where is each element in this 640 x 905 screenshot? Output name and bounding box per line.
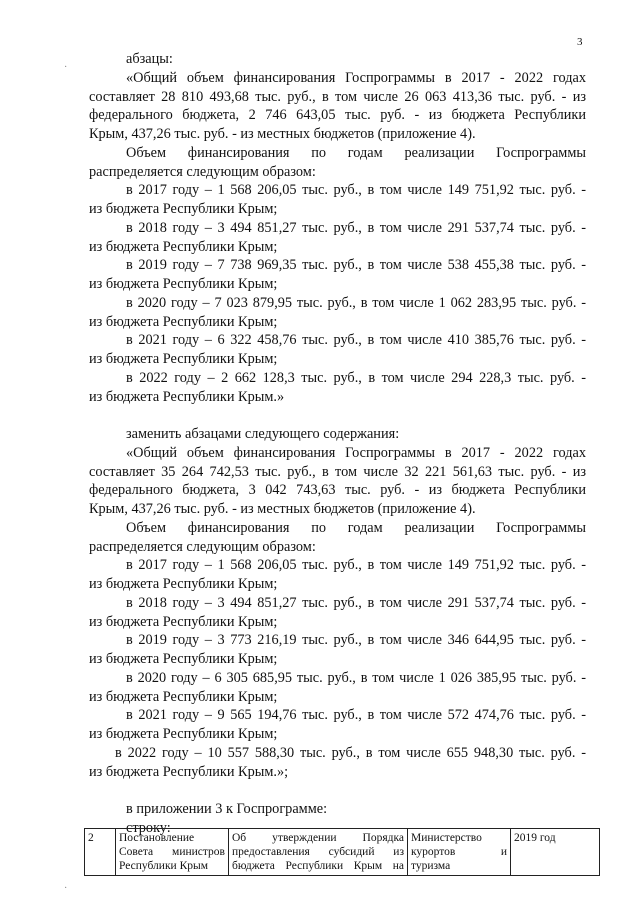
new-year-cont: из бюджета Республики Крым; [89,688,278,705]
new-year-line: в 2020 году – 6 305 685,95 тыс. руб., в том числе 1 026 385,95 тыс. руб. - [126,669,586,686]
scan-mark: · [64,883,68,894]
old-year-cont: из бюджета Республики Крым; [89,201,278,217]
cell-executor: Министерство курортов и туризма [408,829,511,876]
old-para1-line: составляет 28 810 493,68 тыс. руб., в том числе 26 063 413,36 тыс. руб. - из [89,88,586,105]
new-year-line: в 2017 году – 1 568 206,05 тыс. руб., в том числе 149 751,92 тыс. руб. - [126,557,586,574]
cell-document: Постановление Совета министров Республики Крым [116,829,229,876]
new-para2-line: Объем финансирования по годам реализации Госпрограммы [126,519,586,536]
program-table [84,828,600,876]
old-year-cont: из бюджета Республики Крым.» [89,388,285,405]
old-para1-line: «Общий объем финансирования Госпрограммы в 2017 - 2022 годах [126,69,586,86]
new-year-cont: из бюджета Республики Крым; [89,726,278,742]
new-year-cont: из бюджета Республики Крым.»; [89,763,289,780]
old-year-line: в 2017 году – 1 568 206,05 тыс. руб., в том числе 149 751,92 тыс. руб. - [126,182,586,199]
new-para1-line: федерального бюджета, 3 042 743,63 тыс. руб. - из бюджета Республики [89,482,586,499]
intro-line: абзацы: [126,51,173,67]
old-year-cont: из бюджета Республики Крым; [89,351,278,367]
old-year-cont: из бюджета Республики Крым; [89,238,278,255]
table-row [85,829,600,876]
old-para2-line: распределяется следующим образом: [89,163,316,180]
new-para1-line: составляет 35 264 742,53 тыс. руб., в том числе 32 221 561,63 тыс. руб. - из [89,463,586,480]
cell-number: 2 [85,829,116,876]
page-number: 3 [577,36,583,48]
new-para2-line: распределяется следующим образом: [89,538,316,555]
spacer [89,406,586,425]
old-year-cont: из бюджета Республики Крым; [89,276,278,292]
new-para1-line: Крым, 437,26 тыс. руб. - из местных бюджетов (приложение 4). [89,501,476,517]
old-year-line: в 2022 году – 2 662 128,3 тыс. руб., в том числе 294 228,3 тыс. руб. - [126,369,586,386]
replace-intro: заменить абзацами следующего содержания: [126,426,400,442]
old-para1-line: Крым, 437,26 тыс. руб. - из местных бюджетов (приложение 4). [89,126,476,142]
old-year-cont: из бюджета Республики Крым; [89,313,278,330]
old-year-line: в 2018 году – 3 494 851,27 тыс. руб., в том числе 291 537,74 тыс. руб. - [126,219,586,236]
old-year-line: в 2019 году – 7 738 969,35 тыс. руб., в том числе 538 455,38 тыс. руб. - [126,257,586,274]
new-year-cont: из бюджета Республики Крым; [89,576,278,592]
cell-title: Об утверждении Порядка предоставления субсидий из бюджета Республики Крым на [229,829,408,876]
new-year-line: в 2022 году – 10 557 588,30 тыс. руб., в том числе 655 948,30 тыс. руб. - [115,744,586,761]
scan-mark: · [64,62,68,73]
old-para2-line: Объем финансирования по годам реализации Госпрограммы [126,144,586,161]
spacer [89,781,586,800]
cell-year: 2019 год [511,829,600,876]
amendment-text [89,50,586,838]
appendix-line: в приложении 3 к Госпрограмме: [126,801,328,817]
new-year-cont: из бюджета Республики Крым; [89,651,278,667]
old-year-line: в 2020 году – 7 023 879,95 тыс. руб., в том числе 1 062 283,95 тыс. руб. - [126,294,586,311]
new-para1-line: «Общий объем финансирования Госпрограммы в 2017 - 2022 годах [126,444,586,461]
new-year-line: в 2018 году – 3 494 851,27 тыс. руб., в том числе 291 537,74 тыс. руб. - [126,594,586,611]
new-year-cont: из бюджета Республики Крым; [89,613,278,630]
new-year-line: в 2021 году – 9 565 194,76 тыс. руб., в том числе 572 474,76 тыс. руб. - [126,707,586,724]
old-para1-line: федерального бюджета, 2 746 643,05 тыс. руб. - из бюджета Республики [89,107,586,124]
new-year-line: в 2019 году – 3 773 216,19 тыс. руб., в том числе 346 644,95 тыс. руб. - [126,632,586,649]
old-year-line: в 2021 году – 6 322 458,76 тыс. руб., в том числе 410 385,76 тыс. руб. - [126,332,586,349]
row-line: строку: [126,819,171,836]
